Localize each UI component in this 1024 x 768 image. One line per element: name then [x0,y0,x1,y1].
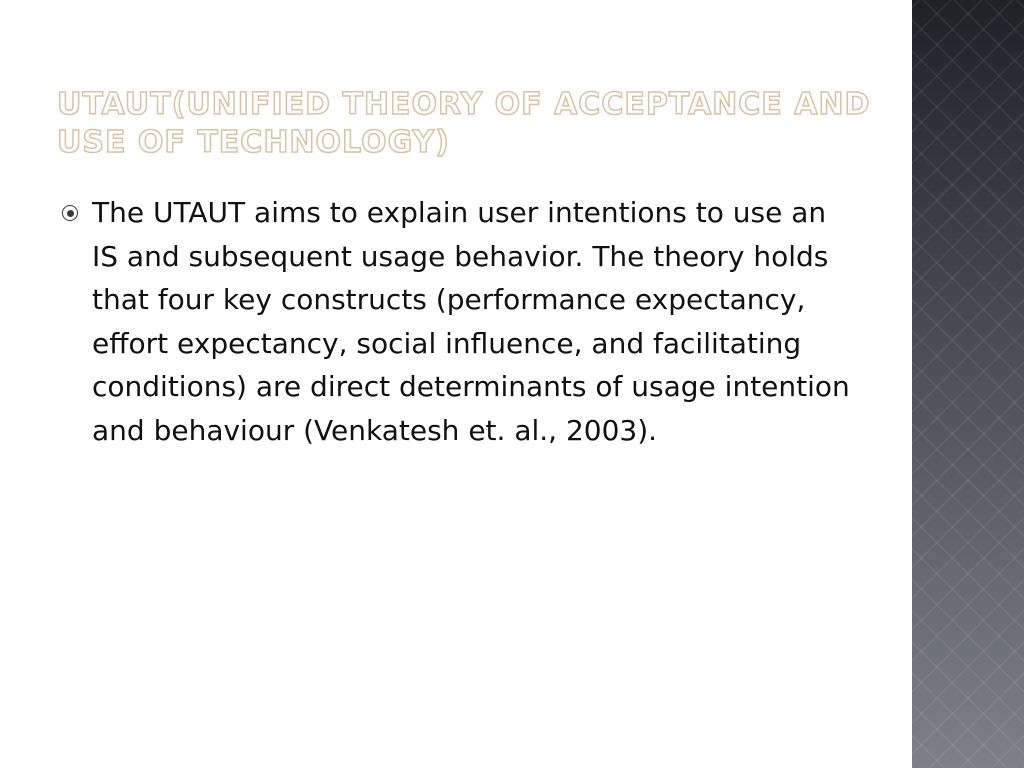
bullet-text: The UTAUT aims to explain user intentions to use an IS and subsequent usage behavior. The theory holds that four key constructs (performance expectancy, effort expectancy, social influence, and facilitating conditions) are direct determinants of usage intention and behaviour (Venkatesh et. al., 2003). [92,196,850,447]
slide-content [62,191,862,452]
slide-title: UTAUT(UNIFIED THEORY OF ACCEPTANCE AND USE OF TECHNOLOGY) [57,87,871,160]
bullet-item [62,191,862,452]
circled-dot-bullet-icon [62,205,78,221]
decorative-side-panel [912,0,1024,768]
